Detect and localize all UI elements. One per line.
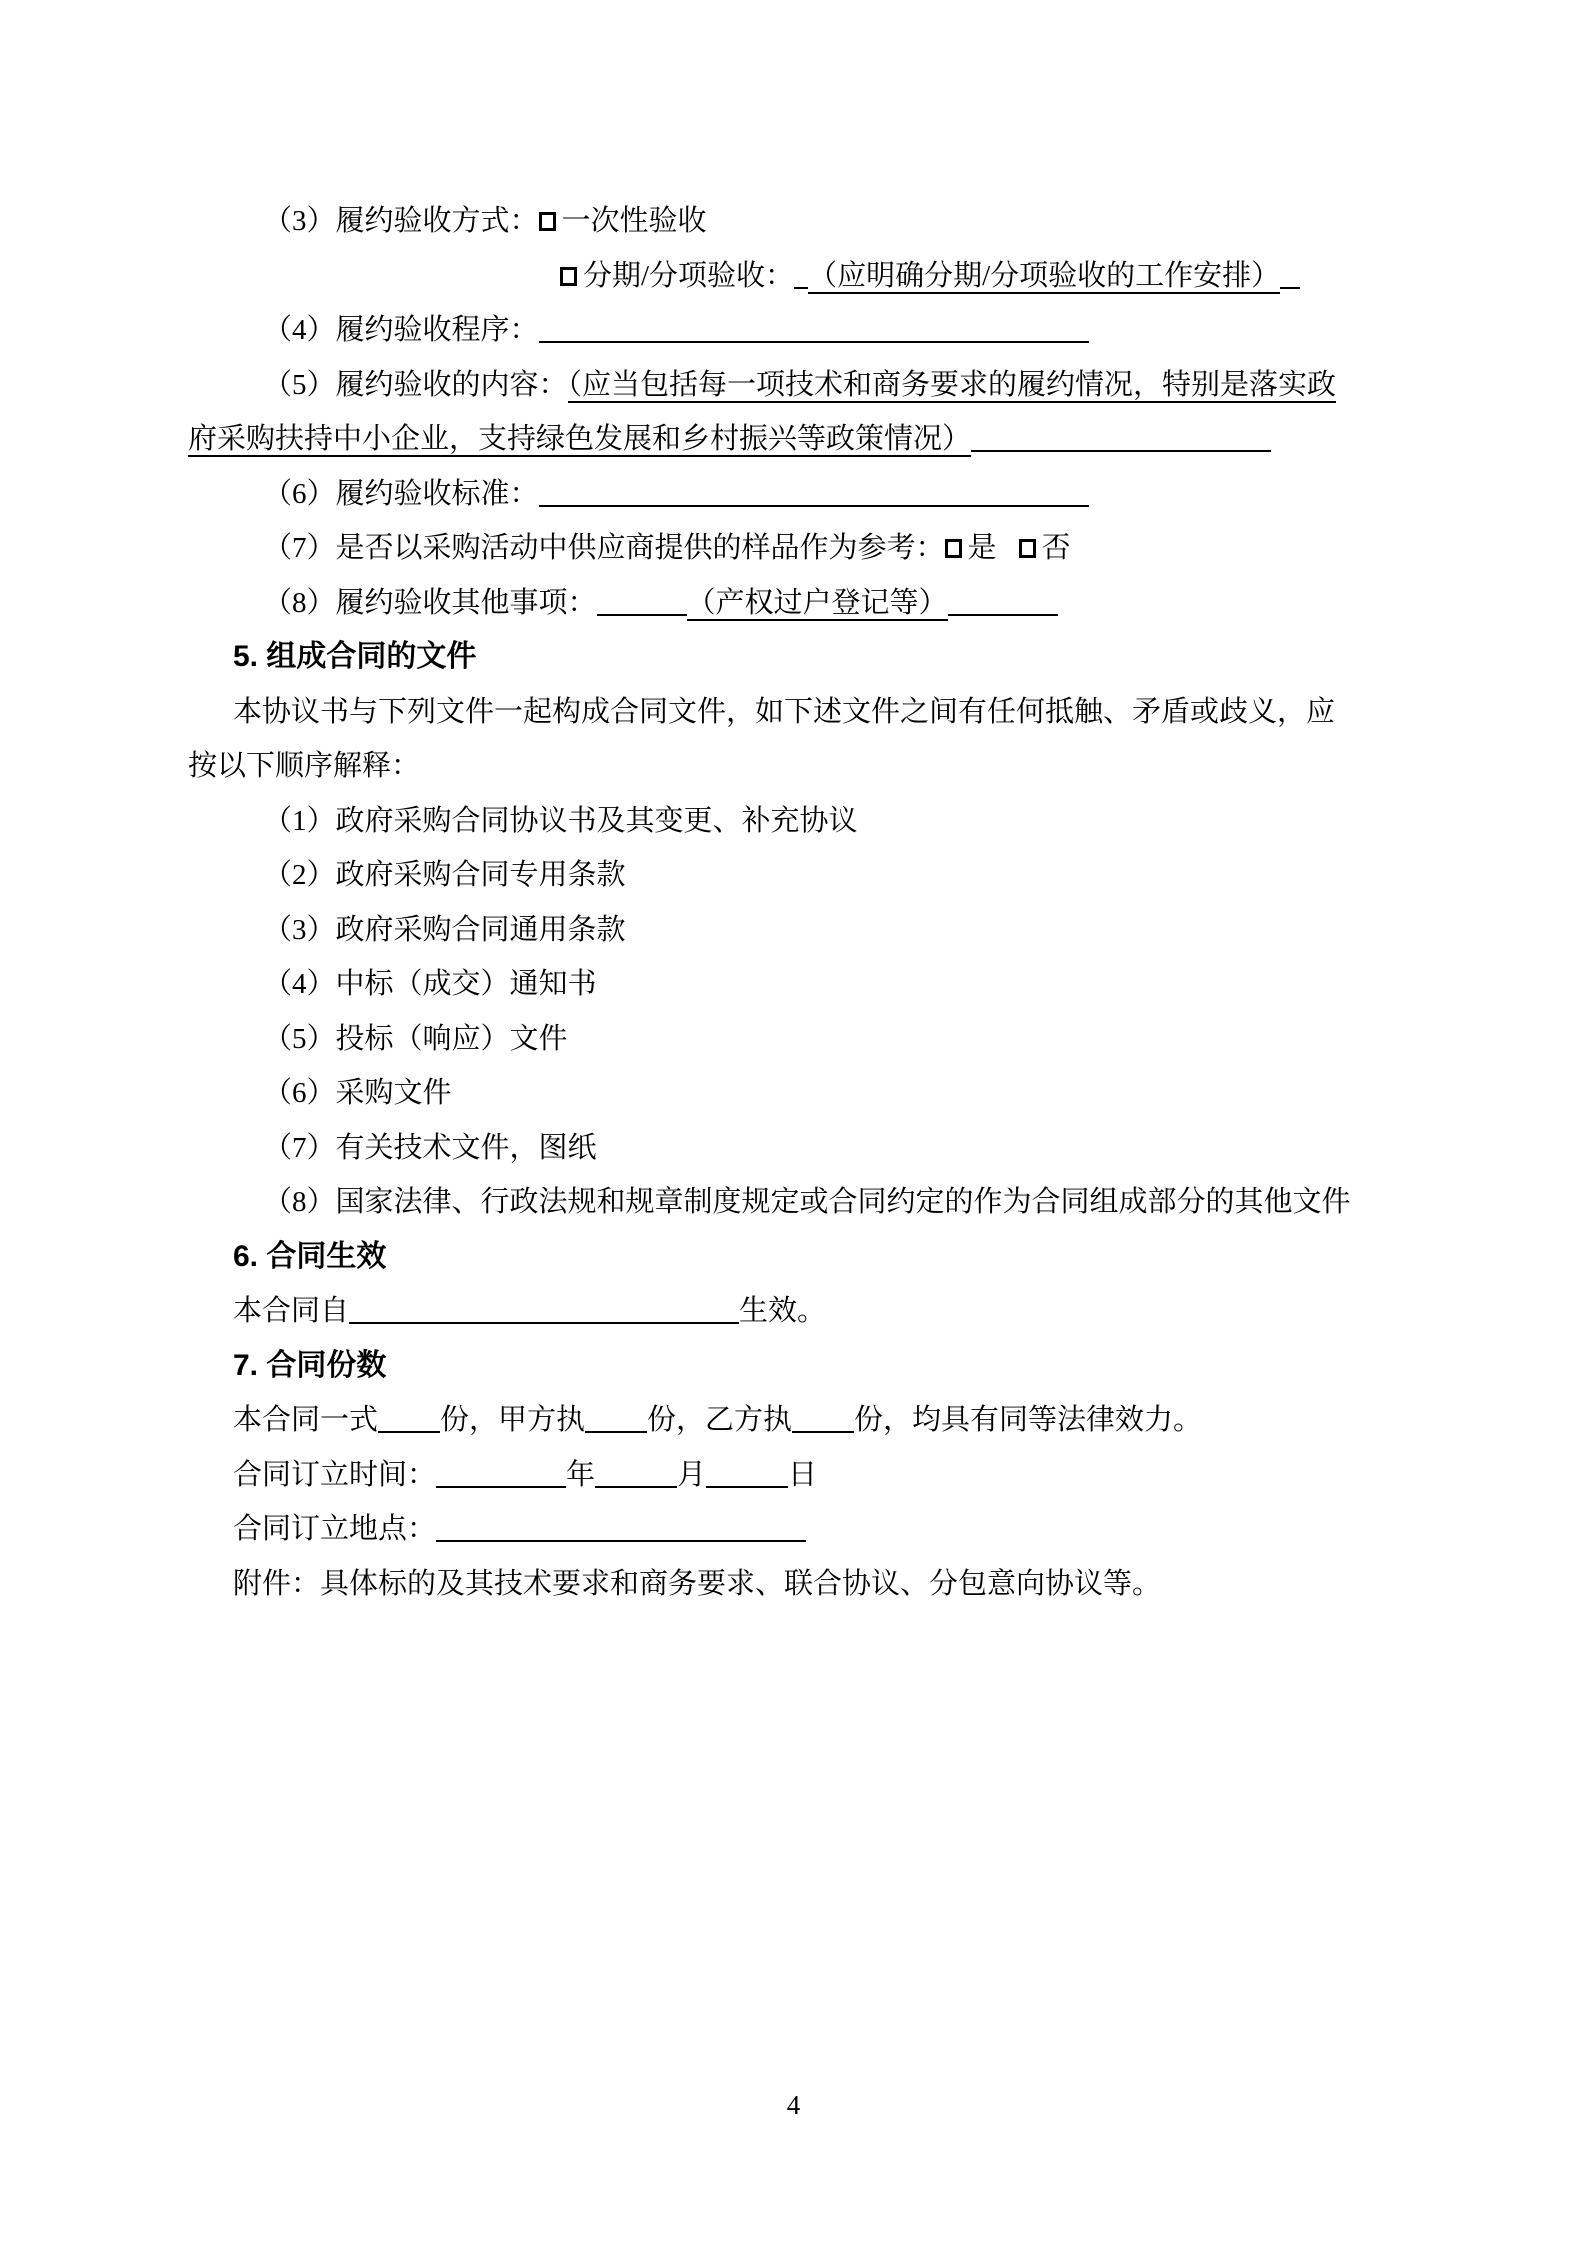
contract-document-item: （6）采购文件 bbox=[263, 1077, 452, 1109]
acceptance-other-label: （8）履约验收其他事项： bbox=[263, 586, 597, 619]
contract-document-item: （5）投标（响应）文件 bbox=[263, 1022, 568, 1055]
blank-year[interactable] bbox=[436, 1458, 566, 1488]
acceptance-standard-label: （6）履约验收标准： bbox=[263, 477, 539, 510]
day-label: 日 bbox=[788, 1458, 818, 1491]
acceptance-content-hint-line2: 府采购扶持中小企业，支持绿色发展和乡村振兴等政策情况） bbox=[188, 423, 972, 455]
checkbox-yes[interactable] bbox=[945, 539, 962, 558]
acceptance-procedure-label: （4）履约验收程序： bbox=[263, 314, 539, 346]
underline-segment[interactable] bbox=[597, 586, 687, 616]
section-5-intro-line1: 本协议书与下列文件一起构成合同文件，如下述文件之间有任何抵触、矛盾或歧义，应 bbox=[233, 695, 1336, 728]
staged-acceptance-label: 分期/分项验收： bbox=[583, 259, 795, 292]
acceptance-content-hint-continuation-row bbox=[188, 412, 1403, 467]
blank-day[interactable] bbox=[706, 1458, 788, 1488]
copies-row bbox=[188, 1393, 1403, 1448]
acceptance-other-hint: （产权过户登记等） bbox=[686, 586, 948, 619]
acceptance-procedure-row bbox=[188, 303, 1403, 358]
contract-document-item: （4）中标（成交）通知书 bbox=[263, 968, 597, 1000]
contract-document-item: （8）国家法律、行政法规和规章制度规定或合同约定的作为合同组成部分的其他文件 bbox=[263, 1186, 1351, 1218]
acceptance-method-row bbox=[188, 194, 1403, 249]
blank-signing-place[interactable] bbox=[436, 1512, 806, 1542]
page-number: 4 bbox=[786, 2090, 801, 2120]
effectiveness-row bbox=[188, 1284, 1403, 1339]
checkbox-no[interactable] bbox=[1019, 539, 1036, 558]
year-label: 年 bbox=[566, 1458, 596, 1491]
underline-segment[interactable] bbox=[1280, 259, 1300, 289]
contract-document-item: （7）有关技术文件，图纸 bbox=[263, 1131, 597, 1164]
blank-party-b-copies[interactable] bbox=[792, 1403, 854, 1433]
section-6-heading: 6. 合同生效 bbox=[233, 1239, 387, 1273]
signing-place-row bbox=[188, 1502, 1403, 1557]
blank-party-a-copies[interactable] bbox=[585, 1403, 647, 1433]
attachment-row: 附件：具体标的及其技术要求和商务要求、联合协议、分包意向协议等。 bbox=[233, 1567, 1162, 1600]
acceptance-content-row bbox=[188, 358, 1403, 413]
blank-acceptance-procedure[interactable] bbox=[539, 313, 1089, 343]
underline-segment[interactable] bbox=[948, 586, 1058, 616]
checkbox-one-time-acceptance[interactable] bbox=[539, 212, 556, 231]
signing-place-label: 合同订立地点： bbox=[233, 1513, 437, 1545]
copies-part3: 份，乙方执 bbox=[647, 1404, 793, 1436]
acceptance-standard-row bbox=[188, 467, 1403, 522]
contract-document-item: （2）政府采购合同专用条款 bbox=[263, 859, 626, 891]
effectiveness-prefix: 本合同自 bbox=[233, 1295, 350, 1327]
sample-reference-label: （7）是否以采购活动中供应商提供的样品作为参考： bbox=[263, 532, 945, 564]
acceptance-other-row bbox=[188, 576, 1403, 631]
acceptance-content-label: （5）履约验收的内容： bbox=[263, 368, 568, 401]
checkbox-staged-acceptance[interactable] bbox=[560, 267, 577, 286]
staged-acceptance-hint: （应明确分期/分项验收的工作安排） bbox=[808, 259, 1281, 292]
blank-effective-date[interactable] bbox=[349, 1294, 739, 1324]
acceptance-method-staged-row bbox=[188, 249, 1403, 304]
signing-date-row bbox=[188, 1448, 1403, 1503]
blank-total-copies[interactable] bbox=[378, 1403, 440, 1433]
month-label: 月 bbox=[677, 1458, 707, 1491]
contract-document-item: （1）政府采购合同协议书及其变更、补充协议 bbox=[263, 804, 858, 837]
underline-segment[interactable] bbox=[971, 422, 1271, 452]
effectiveness-suffix: 生效。 bbox=[739, 1295, 827, 1327]
document-content bbox=[188, 194, 1403, 1611]
yes-label: 是 bbox=[967, 532, 997, 564]
acceptance-content-hint-line1: （应当包括每一项技术和商务要求的履约情况，特别是落实政 bbox=[567, 368, 1337, 401]
signing-date-label: 合同订立时间： bbox=[233, 1458, 437, 1491]
copies-part1: 本合同一式 bbox=[233, 1404, 379, 1436]
underline-segment[interactable] bbox=[794, 259, 808, 289]
acceptance-method-label: （3）履约验收方式： bbox=[263, 205, 539, 237]
copies-part2: 份，甲方执 bbox=[440, 1404, 586, 1436]
section-5-heading: 5. 组成合同的文件 bbox=[233, 640, 477, 673]
sample-reference-row bbox=[188, 521, 1403, 576]
contract-document-item: （3）政府采购合同通用条款 bbox=[263, 913, 626, 946]
blank-acceptance-standard[interactable] bbox=[539, 477, 1089, 507]
copies-part4: 份，均具有同等法律效力。 bbox=[854, 1404, 1203, 1436]
blank-month[interactable] bbox=[595, 1458, 677, 1488]
section-7-heading: 7. 合同份数 bbox=[233, 1348, 387, 1382]
section-5-intro-line2: 按以下顺序解释： bbox=[188, 750, 421, 782]
one-time-acceptance-label: 一次性验收 bbox=[561, 205, 707, 237]
no-label: 否 bbox=[1041, 532, 1071, 564]
